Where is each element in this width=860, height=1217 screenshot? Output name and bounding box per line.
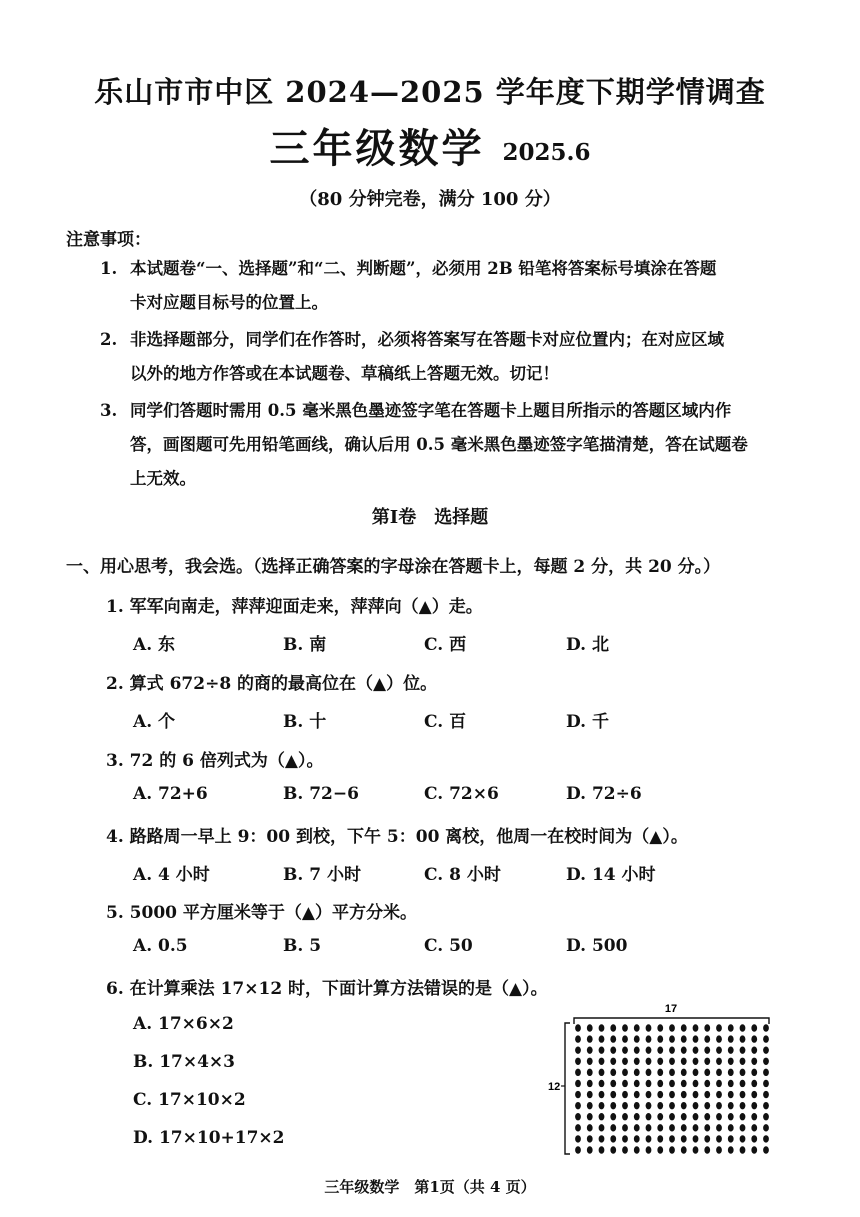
- grid-dot: [634, 1124, 640, 1131]
- grid-dot: [599, 1035, 605, 1042]
- grid-dot: [622, 1069, 628, 1076]
- grid-dot: [716, 1113, 722, 1120]
- grid-dot: [728, 1146, 734, 1153]
- grid-dot: [622, 1102, 628, 1109]
- grid-dot: [751, 1024, 757, 1031]
- grid-dot: [575, 1024, 581, 1031]
- notice-text: 答，画图题可先用铅笔画线，确认后用 0.5 毫米黑色墨迹签字笔描清楚，答在试题卷: [130, 435, 748, 454]
- grid-dot: [587, 1058, 593, 1065]
- grid-dot: [587, 1091, 593, 1098]
- grid-dot: [704, 1135, 710, 1142]
- notice-number: 3.: [100, 401, 118, 420]
- grid-dot: [751, 1058, 757, 1065]
- grid-dot: [646, 1046, 652, 1053]
- side-bracket: [565, 1023, 570, 1154]
- grid-dot: [751, 1069, 757, 1076]
- option-c: C. 百: [424, 712, 467, 732]
- grid-dot: [681, 1091, 687, 1098]
- dot-array-figure: [540, 996, 780, 1161]
- grid-dot: [728, 1124, 734, 1131]
- grid-dot: [622, 1146, 628, 1153]
- question-4: 4. 路路周一早上 9：00 到校，下午 5：00 离校，他周一在校时间为（▲）。: [106, 827, 688, 847]
- grid-dot: [634, 1146, 640, 1153]
- grid-dot: [646, 1146, 652, 1153]
- grid-dot: [587, 1080, 593, 1087]
- grid-dot: [728, 1080, 734, 1087]
- grid-dot: [575, 1113, 581, 1120]
- grid-dot: [740, 1135, 746, 1142]
- option-d: D. 72÷6: [566, 784, 642, 804]
- grid-dot: [599, 1058, 605, 1065]
- grid-dot: [646, 1113, 652, 1120]
- grid-dot: [716, 1124, 722, 1131]
- grid-dot: [740, 1046, 746, 1053]
- grid-dot: [657, 1146, 663, 1153]
- grid-dot: [728, 1046, 734, 1053]
- grid-dot: [599, 1024, 605, 1031]
- notice-text: 卡对应题目标号的位置上。: [130, 293, 328, 312]
- notice-item-2: [100, 323, 780, 391]
- option-b: B. 5: [283, 936, 322, 956]
- grid-dot: [657, 1024, 663, 1031]
- grid-dot: [716, 1058, 722, 1065]
- grid-dot: [634, 1035, 640, 1042]
- option-b: B. 十: [283, 712, 327, 732]
- grid-dot: [657, 1102, 663, 1109]
- option-a: A. 17×6×2: [133, 1014, 234, 1034]
- grid-dot: [740, 1080, 746, 1087]
- grid-dot: [740, 1035, 746, 1042]
- option-b: B. 7 小时: [283, 865, 361, 885]
- grid-dot: [622, 1080, 628, 1087]
- grid-dot: [657, 1135, 663, 1142]
- grid-dot: [622, 1035, 628, 1042]
- grid-dot: [693, 1146, 699, 1153]
- grid-dot: [681, 1046, 687, 1053]
- option-b: B. 72−6: [283, 784, 359, 804]
- grid-dot: [634, 1058, 640, 1065]
- option-c: C. 西: [424, 635, 467, 655]
- grid-dot: [646, 1024, 652, 1031]
- grid-dot: [575, 1102, 581, 1109]
- option-b: B. 南: [283, 635, 327, 655]
- grid-dot: [634, 1102, 640, 1109]
- grid-dot: [716, 1024, 722, 1031]
- grid-dot: [622, 1135, 628, 1142]
- grid-dot: [693, 1124, 699, 1131]
- grid-dot: [610, 1135, 616, 1142]
- grid-dot: [657, 1069, 663, 1076]
- option-c: C. 8 小时: [424, 865, 501, 885]
- grid-dot: [740, 1146, 746, 1153]
- option-b: B. 17×4×3: [133, 1052, 236, 1072]
- grid-dot: [599, 1124, 605, 1131]
- grid-dot: [657, 1046, 663, 1053]
- grid-dot: [575, 1080, 581, 1087]
- grid-dot: [634, 1080, 640, 1087]
- grid-dot: [599, 1113, 605, 1120]
- grid-dot: [669, 1135, 675, 1142]
- grid-dot: [669, 1069, 675, 1076]
- grid-dot: [704, 1058, 710, 1065]
- grid-dot: [681, 1035, 687, 1042]
- grid-dot: [716, 1091, 722, 1098]
- grid-dot: [610, 1035, 616, 1042]
- grid-dot: [575, 1091, 581, 1098]
- grid-dot: [704, 1046, 710, 1053]
- exam-subject: [0, 117, 860, 174]
- grid-dot: [751, 1146, 757, 1153]
- grid-column-label: 17: [664, 1003, 678, 1015]
- grid-dot: [763, 1058, 769, 1065]
- grid-dot: [728, 1113, 734, 1120]
- option-c: C. 50: [424, 936, 473, 956]
- notice-heading: 注意事项：: [66, 230, 151, 250]
- grid-dot: [610, 1146, 616, 1153]
- grid-dot: [704, 1113, 710, 1120]
- grid-dot: [751, 1091, 757, 1098]
- grid-dot: [740, 1069, 746, 1076]
- grid-dot: [587, 1135, 593, 1142]
- grid-dot: [704, 1102, 710, 1109]
- grid-dot: [587, 1024, 593, 1031]
- exam-date: 2025.6: [502, 138, 591, 166]
- grid-dot: [763, 1069, 769, 1076]
- grid-dot: [657, 1113, 663, 1120]
- grid-dot: [669, 1058, 675, 1065]
- grid-dot: [587, 1102, 593, 1109]
- grid-dot: [575, 1058, 581, 1065]
- grid-dot: [669, 1024, 675, 1031]
- grid-dot: [704, 1146, 710, 1153]
- grid-dot: [681, 1024, 687, 1031]
- grid-dot: [681, 1102, 687, 1109]
- grid-dot: [693, 1046, 699, 1053]
- notice-text: 同学们答题时需用 0.5 毫米黑色墨迹签字笔在答题卡上题目所指示的答题区域内作: [130, 401, 732, 420]
- notice-text: 上无效。: [130, 469, 196, 488]
- grid-dot: [587, 1069, 593, 1076]
- option-a: A. 0.5: [133, 936, 188, 956]
- grid-dot: [646, 1091, 652, 1098]
- grid-dot: [610, 1046, 616, 1053]
- grid-dot: [681, 1124, 687, 1131]
- grid-dot: [751, 1080, 757, 1087]
- grid-dot: [740, 1058, 746, 1065]
- grid-dot: [716, 1102, 722, 1109]
- grid-dot: [622, 1046, 628, 1053]
- page-footer: 三年级数学 第1页（共 4 页）: [324, 1178, 536, 1196]
- grid-dot: [681, 1135, 687, 1142]
- grid-dot: [669, 1080, 675, 1087]
- grid-dot: [599, 1102, 605, 1109]
- option-a: A. 72+6: [133, 784, 208, 804]
- grid-dot: [622, 1113, 628, 1120]
- option-a: A. 东: [133, 635, 176, 655]
- grid-dot: [693, 1080, 699, 1087]
- grid-dot: [728, 1102, 734, 1109]
- grid-dot: [669, 1035, 675, 1042]
- grid-dot: [575, 1035, 581, 1042]
- grid-dot: [657, 1124, 663, 1131]
- grid-dot: [693, 1091, 699, 1098]
- grid-dot: [634, 1135, 640, 1142]
- grid-dot: [763, 1102, 769, 1109]
- grid-dot: [622, 1091, 628, 1098]
- option-d: D. 北: [566, 635, 609, 655]
- section-title: 第Ⅰ卷 选择题: [371, 507, 489, 528]
- grid-dot: [716, 1046, 722, 1053]
- grid-dot: [657, 1091, 663, 1098]
- grid-dot: [763, 1146, 769, 1153]
- grid-dot: [704, 1035, 710, 1042]
- grid-dot: [681, 1058, 687, 1065]
- grid-dot: [622, 1024, 628, 1031]
- grid-dot: [751, 1135, 757, 1142]
- grid-dot: [740, 1113, 746, 1120]
- grid-dot: [704, 1069, 710, 1076]
- grid-dot: [657, 1035, 663, 1042]
- grid-dot: [763, 1113, 769, 1120]
- grid-dot: [575, 1124, 581, 1131]
- option-d: D. 14 小时: [566, 865, 656, 885]
- grid-dot: [763, 1024, 769, 1031]
- grid-dot: [622, 1124, 628, 1131]
- grid-dot: [610, 1080, 616, 1087]
- grid-dot: [728, 1091, 734, 1098]
- grid-dot: [610, 1102, 616, 1109]
- grid-dot: [610, 1024, 616, 1031]
- notice-text: 本试题卷“一、选择题”和“二、判断题”，必须用 2B 铅笔将答案标号填涂在答题: [130, 259, 717, 278]
- grid-dot: [634, 1091, 640, 1098]
- grid-dot: [763, 1091, 769, 1098]
- grid-dot: [610, 1124, 616, 1131]
- grid-dot: [610, 1113, 616, 1120]
- grid-dot: [751, 1113, 757, 1120]
- notice-text: 非选择题部分，同学们在作答时，必须将答案写在答题卡对应位置内；在对应区域: [130, 330, 724, 349]
- grid-dot: [646, 1035, 652, 1042]
- grid-dot: [575, 1146, 581, 1153]
- grid-dot: [575, 1135, 581, 1142]
- grid-dot: [681, 1069, 687, 1076]
- grid-dot: [728, 1035, 734, 1042]
- grid-dot: [693, 1069, 699, 1076]
- grid-dot: [704, 1091, 710, 1098]
- grid-dot: [693, 1024, 699, 1031]
- grid-dot: [693, 1113, 699, 1120]
- grid-dot: [669, 1046, 675, 1053]
- grid-dot: [587, 1124, 593, 1131]
- top-bracket: [574, 1018, 769, 1024]
- grid-dot: [657, 1080, 663, 1087]
- grid-dot: [763, 1135, 769, 1142]
- grid-dot: [716, 1146, 722, 1153]
- grid-dot: [740, 1102, 746, 1109]
- grid-dot: [610, 1069, 616, 1076]
- grid-dot: [599, 1091, 605, 1098]
- notice-item-3: [100, 394, 780, 496]
- grid-dot: [704, 1124, 710, 1131]
- grid-dot: [646, 1124, 652, 1131]
- option-d: D. 500: [566, 936, 628, 956]
- grid-dot: [587, 1046, 593, 1053]
- option-d: D. 千: [566, 712, 609, 732]
- grid-dot: [610, 1091, 616, 1098]
- exam-title: 乐山市市中区 2024—2025 学年度下期学情调查: [94, 75, 766, 109]
- grid-dot: [751, 1102, 757, 1109]
- grid-dot: [634, 1046, 640, 1053]
- dot-array: [575, 1024, 769, 1153]
- notice-number: 1.: [100, 259, 118, 278]
- question-3: 3. 72 的 6 倍列式为（▲）。: [106, 751, 324, 771]
- time-score-note: （80 分钟完卷，满分 100 分）: [299, 189, 561, 210]
- grid-dot: [751, 1124, 757, 1131]
- grid-dot: [704, 1024, 710, 1031]
- question-1: 1. 军军向南走，萍萍迎面走来，萍萍向（▲）走。: [106, 597, 483, 617]
- grid-dot: [634, 1069, 640, 1076]
- grid-dot: [622, 1058, 628, 1065]
- grid-dot: [716, 1035, 722, 1042]
- grid-dot: [634, 1024, 640, 1031]
- grid-dot: [763, 1124, 769, 1131]
- grid-dot: [599, 1069, 605, 1076]
- grid-dot: [669, 1113, 675, 1120]
- grid-dot: [669, 1146, 675, 1153]
- part-heading: 一、用心思考，我会选。（选择正确答案的字母涂在答题卡上，每题 2 分，共 20 分。）: [66, 557, 721, 577]
- grid-dot: [751, 1046, 757, 1053]
- grid-dot: [763, 1080, 769, 1087]
- grid-dot: [669, 1091, 675, 1098]
- grid-dot: [610, 1058, 616, 1065]
- grid-dot: [575, 1046, 581, 1053]
- grid-dot: [646, 1102, 652, 1109]
- option-c: C. 72×6: [424, 784, 499, 804]
- grid-dot: [693, 1102, 699, 1109]
- notice-number: 2.: [100, 330, 118, 349]
- grid-dot: [669, 1102, 675, 1109]
- grid-dot: [599, 1046, 605, 1053]
- grid-dot: [669, 1124, 675, 1131]
- option-c: C. 17×10×2: [133, 1090, 246, 1110]
- subject-label: 三年级数学: [269, 125, 485, 172]
- grid-dot: [646, 1069, 652, 1076]
- grid-dot: [693, 1135, 699, 1142]
- grid-dot: [657, 1058, 663, 1065]
- grid-dot: [751, 1035, 757, 1042]
- grid-dot: [716, 1080, 722, 1087]
- grid-dot: [599, 1135, 605, 1142]
- grid-dot: [693, 1035, 699, 1042]
- grid-dot: [599, 1080, 605, 1087]
- grid-dot: [763, 1035, 769, 1042]
- grid-dot: [740, 1024, 746, 1031]
- option-a: A. 个: [133, 712, 176, 732]
- question-5: 5. 5000 平方厘米等于（▲）平方分米。: [106, 903, 417, 923]
- grid-dot: [587, 1113, 593, 1120]
- grid-dot: [634, 1113, 640, 1120]
- grid-dot: [681, 1146, 687, 1153]
- grid-dot: [728, 1058, 734, 1065]
- grid-dot: [575, 1069, 581, 1076]
- grid-dot: [646, 1080, 652, 1087]
- grid-dot: [716, 1069, 722, 1076]
- grid-row-label: 12: [548, 1081, 561, 1093]
- option-a: A. 4 小时: [133, 865, 210, 885]
- grid-dot: [587, 1035, 593, 1042]
- option-d: D. 17×10+17×2: [133, 1128, 285, 1148]
- notice-text: 以外的地方作答或在本试题卷、草稿纸上答题无效。切记！: [130, 364, 559, 383]
- grid-dot: [693, 1058, 699, 1065]
- grid-dot: [763, 1046, 769, 1053]
- notice-item-1: [100, 252, 780, 320]
- grid-dot: [728, 1024, 734, 1031]
- grid-dot: [716, 1135, 722, 1142]
- grid-dot: [704, 1080, 710, 1087]
- grid-dot: [728, 1069, 734, 1076]
- question-2: 2. 算式 672÷8 的商的最高位在（▲）位。: [106, 674, 438, 694]
- grid-dot: [599, 1146, 605, 1153]
- grid-dot: [740, 1124, 746, 1131]
- grid-dot: [728, 1135, 734, 1142]
- question-6: 6. 在计算乘法 17×12 时，下面计算方法错误的是（▲）。: [106, 979, 548, 999]
- grid-dot: [740, 1091, 746, 1098]
- grid-dot: [681, 1080, 687, 1087]
- grid-dot: [646, 1135, 652, 1142]
- grid-dot: [681, 1113, 687, 1120]
- grid-dot: [587, 1146, 593, 1153]
- grid-dot: [646, 1058, 652, 1065]
